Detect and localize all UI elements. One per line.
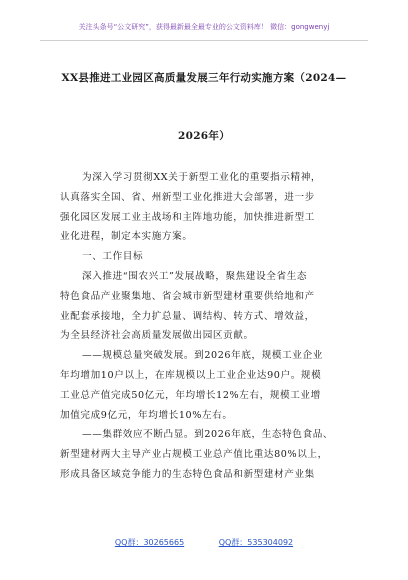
- intro-line: 强化园区发展工业主战场和主阵地功能，加快推进新型工: [60, 211, 315, 223]
- cluster-line: ——集群效应不断凸显。到2026年底，生态特色食品、: [82, 429, 334, 441]
- qq-group-link-1[interactable]: QQ群：30265665: [114, 538, 185, 547]
- scale-line: 加值完成9亿元，年均增长10%左右。: [60, 409, 233, 421]
- header-notice: 关注头条号“公文研究”，获得最新最全最专业的公文资料库！ 微信：gongwenyj: [78, 23, 330, 31]
- scale-line: 年均增加10户以上，在库规模以上工业企业达90户。规模: [60, 369, 322, 381]
- header-divider: [40, 40, 368, 41]
- intro-line: 认真落实全国、省、州新型工业化推进大会部署，进一步: [60, 191, 315, 203]
- intro-line: 业化进程，制定本实施方案。: [60, 231, 193, 243]
- goal-line: 深入推进“围农兴工”发展战略，聚焦建设全省生态: [82, 270, 308, 282]
- footer: [0, 537, 408, 548]
- qq-group-link-2[interactable]: QQ群：535304092: [218, 538, 294, 547]
- cluster-line: 新型建材两大主导产业占规模工业总产值比重达80%以上，: [60, 449, 328, 461]
- document-title-line-2: 2026年）: [177, 130, 231, 142]
- goal-line: 为全县经济社会高质量发展做出园区贡献。: [60, 330, 254, 342]
- goal-line: 特色食品产业聚集地、省会城市新型建材重要供给地和产: [60, 290, 315, 302]
- document-title-line-1: XX县推进工业园区高质量发展三年行动实施方案（2024—: [61, 72, 347, 84]
- cluster-line: 形成具备区域竞争能力的生态特色食品和新型建材产业集: [60, 468, 315, 480]
- section-heading: 一、工作目标: [82, 251, 144, 263]
- scale-line: 工业总产值完成50亿元，年均增长12%左右，规模工业增: [60, 389, 321, 401]
- goal-line: 业配套承接地，全力扩总量、调结构、转方式、增效益，: [60, 310, 315, 322]
- document-body: [60, 168, 356, 485]
- intro-line: 为深入学习贯彻XX关于新型工业化的重要指示精神，: [82, 172, 322, 183]
- scale-line: ——规模总量突破发展。到2026年底，规模工业企业: [82, 350, 323, 362]
